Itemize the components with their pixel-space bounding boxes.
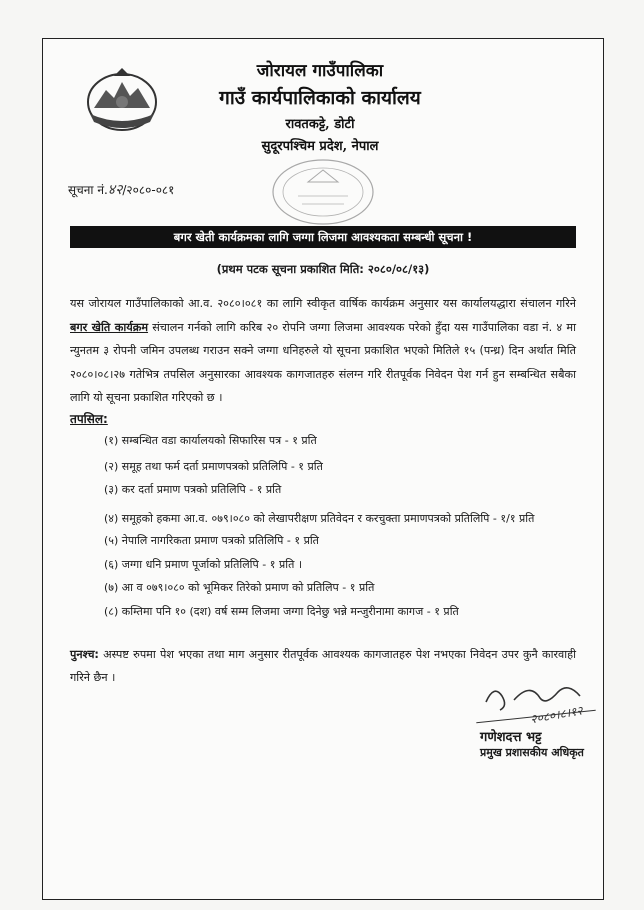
province-name: सुदूरपश्चिम प्रदेश, नेपाल <box>261 139 379 154</box>
list-item: (३) कर दर्ता प्रमाण पत्रको प्रतिलिपि - १ प्रति <box>104 483 282 496</box>
postscript-text: अस्पष्ट रुपमा पेश भएका तथा माग अनुसार रीतपूर्वक आवश्यक कागजातहरु पेश नभएका निवेदन उपर कुनै कारवाही गरिने छैन । <box>70 648 576 684</box>
list-item: (७) आ व ०७९।०८० को भूमिकर तिरेको प्रमाण को प्रतिलिप - १ प्रति <box>104 581 375 594</box>
publish-date: (प्रथम पटक सूचना प्रकाशित मिति: २०८०/०८/१३) <box>216 262 430 276</box>
program-name: बगर खेति कार्यक्रम <box>70 320 149 334</box>
list-item: (४) समूहको हकमा आ.व. ०७९।०८० को लेखापरीक्षण प्रतिवेदन र करचुक्ता प्रमाणपत्रको प्रतिलिपि - १/१ प्रति <box>104 512 535 525</box>
nepal-emblem-icon <box>84 64 160 134</box>
notice-number-year: /२०८०-०८१ <box>122 183 175 197</box>
notice-number-label: सूचना नं. <box>68 183 108 197</box>
body-text-1: यस जोरायल गाउँपालिकाको आ.व. २०८०।०८१ का लागि स्वीकृत वार्षिक कार्यक्रम अनुसार यस कार्यालयद्धारा संचालन गरिने <box>70 297 576 310</box>
notice-number <box>68 180 174 199</box>
signature-date: २०८०।८।१२ <box>529 703 584 727</box>
list-item: (१) सम्बन्धित वडा कार्यालयको सिफारिस पत्र - १ प्रति <box>104 434 317 447</box>
municipality-name: जोरायल गाउँपालिका <box>256 61 384 81</box>
list-item: (५) नेपालि नागरिकता प्रमाण पत्रको प्रतिलिपि - १ प्रति <box>104 534 319 547</box>
notice-body <box>70 292 576 410</box>
list-item: (८) कम्तिमा पनि १० (दश) वर्ष सम्म लिजमा जग्गा दिनेछु भन्ने मन्जुरीनामा कागज - १ प्रति <box>104 605 459 618</box>
office-address: रावतकट्टे, डोटी <box>285 117 355 132</box>
details-heading: तपसिल: <box>70 412 108 426</box>
list-item: (६) जग्गा धनि प्रमाण पूर्जाको प्रतिलिपि - १ प्रति । <box>104 558 302 571</box>
office-stamp-icon <box>268 152 378 228</box>
signatory-name: गणेशदत्त भट्ट <box>480 730 542 745</box>
notice-title-banner: बगर खेती कार्यक्रमका लागि जग्गा लिजमा आवश्यकता सम्बन्धी सूचना ! <box>70 226 576 248</box>
notice-number-value: ४२ <box>107 182 123 198</box>
postscript-label: पुनश्च: <box>70 648 99 661</box>
body-text-2: संचालन गर्नको लागि करिब २० रोपनि जग्गा लिजमा आवश्यक परेको हुँदा यस गाउँपालिका वडा नं. ४ मा न्युनतम ३ रोपनी जमिन उपलब्ध गराउन सक्ने जग्गा धनिहरुले यो सूचना प्रकाशित भएको मितिले १५ (पन्ध्र) दिन अर्थात मिति २०८०।०८।२७ गतेभित्र तपसिल अनुसारका आवश्यक कागजातहरु संलग्न गरि रीतपूर्वक निवेदन पेश गर्न हुन सम्बन्धित सबैका लागि यो सूचना प्रकाशित गरिएको छ । <box>70 320 576 404</box>
list-item: (२) समूह तथा फर्म दर्ता प्रमाणपत्रको प्रतिलिपि - १ प्रति <box>104 460 323 473</box>
office-name: गाउँ कार्यपालिकाको कार्यालय <box>219 87 421 109</box>
signatory-title: प्रमुख प्रशासकीय अधिकृत <box>480 746 584 759</box>
